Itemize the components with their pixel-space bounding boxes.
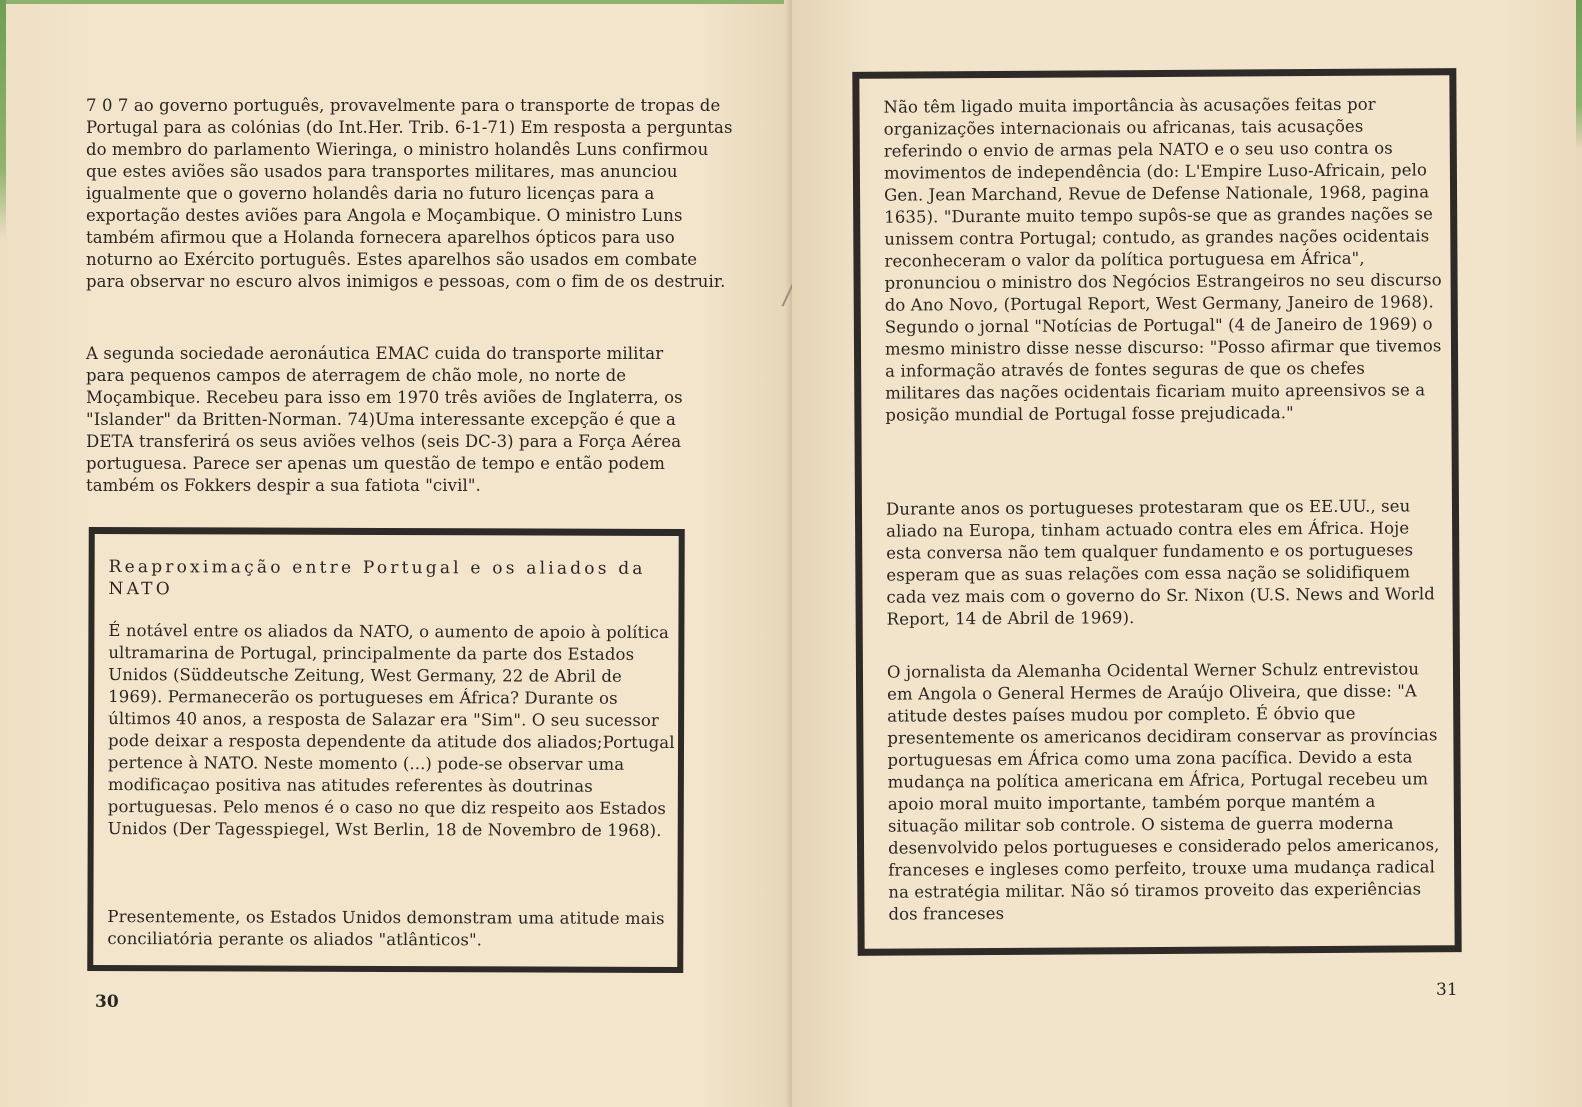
- cover-edge: [0, 0, 790, 4]
- right-box-paragraph-1: Não têm ligado muita importância às acusações feitas por organizações internacionais ou africanas, tais acusações referindo o envio de armas pela NATO e o seu uso contra os movimentos de independência (do: L'Empire Luso-Africain, pelo Gen. Jean Marchand, Revue de Defense Nationale, 1968, pagina 1635). "Durante muito tempo supôs-se que as grandes nações se unissem contra Portugal; contudo, as grandes nações ocidentais reconheceram o valor da política portuguesa em África", pronunciou o ministro dos Negócios Estrangeiros no seu discurso do Ano Novo, (Portugal Report, West Germany, Janeiro de 1968). Segundo o jornal "Notícias de Portugal" (4 de Janeiro de 1969) o mesmo ministro disse nesse discurso: "Posso afirmar que tivemos a informação através de fontes seguras de que os chefes militares das nações ocidentais ficariam muito apreensivos se a posição mundial de Portugal fosse prejudicada.": [883, 94, 1442, 425]
- right-boxed-section: [852, 68, 1461, 956]
- cover-edge-right: [1576, 0, 1582, 150]
- left-paragraph-2: A segunda sociedade aeronáutica EMAC cuida do transporte militar para pequenos campos de aterragem de chão mole, no norte de Moçambique. Recebeu para isso em 1970 três aviões de Inglaterra, os "Islander" da Britten-Norman. 74)Uma interessante excepção é que a DETA transferirá os seus aviões velhos (seis DC-3) para a Força Aérea portuguesa. Parece ser apenas um questão de tempo e então podem também os Fokkers despir a sua fatiota "civil".: [86, 344, 683, 495]
- page-number-right: 31: [1436, 980, 1458, 1000]
- section-heading: Reaproximação entre Portugal e os aliados da NATO: [108, 557, 646, 600]
- left-paragraph-1: 7 0 7 ao governo português, provavelmente para o transporte de tropas de Portugal para as colónias (do Int.Her. Trib. 6-1-71) Em resposta a perguntas do membro do parlamento Wieringa, o ministro holandês Luns confirmou que estes aviões são usados para transportes militares, mas anunciou igualmente que o governo holandês daria no futuro licenças para a exportação destes aviões para Angola e Moçambique. O ministro Luns também afirmou que a Holanda fornecera aparelhos ópticos para uso noturno ao Exército português. Estes aparelhos são usados em combate para observar no escuro alvos inimigos e pessoas, com o fim de os destruir.: [86, 96, 733, 291]
- right-box-paragraph-3: O jornalista da Alemanha Ocidental Werner Schulz entrevistou em Angola o General Hermes de Araújo Oliveira, que disse: "A atitude destes países mudou por completo. É óbvio que presentemente os americanos decidiram conservar as províncias portuguesas em África como uma zona pacífica. Devido a esta mudança na política americana em África, Portugal recebeu um apoio moral muito importante, também porque mantém a situação militar sob controle. O sistema de guerra moderna desenvolvido pelos portugueses e considerado pelos americanos, franceses e ingleses como perfeito, trouxe uma mudança radical na estratégia militar. Não só tiramos proveito das experiências dos franceses: [886, 659, 1440, 924]
- left-page: [0, 0, 790, 1107]
- right-box-paragraph-2: Durante anos os portugueses protestaram que os EE.UU., seu aliado na Europa, tinham actuado contra eles em África. Hoje esta conversa não tem qualquer fundamento e os portugueses esperam que as suas relações com essa nação se solidifiquem cada vez mais com o governo do Sr. Nixon (U.S. News and World Report, 14 de Abril de 1969).: [885, 496, 1435, 629]
- left-box-paragraph-1: É notável entre os aliados da NATO, o aumento de apoio à política ultramarina de Portugal, principalmente da parte dos Estados Unidos (Süddeutsche Zeitung, West Germany, 22 de Abril de 1969). Permanecerão os portugueses em África? Durante os últimos 40 anos, a resposta de Salazar era "Sim". O seu sucessor pode deixar a resposta dependente da atitude dos aliados;Portugal pertence à NATO. Neste momento (...) pode-se observar uma modificaçao positiva nas atitudes referentes às doutrinas portuguesas. Pelo menos é o caso no que diz respeito aos Estados Unidos (Der Tagesspiegel, Wst Berlin, 18 de Novembro de 1968).: [107, 621, 675, 840]
- left-boxed-section: [87, 527, 685, 973]
- page-number-left: 30: [95, 992, 119, 1012]
- left-box-paragraph-2: Presentemente, os Estados Unidos demonstram uma atitude mais conciliatória perante os aliados "atlânticos".: [107, 907, 665, 950]
- cover-edge-left: [0, 0, 6, 240]
